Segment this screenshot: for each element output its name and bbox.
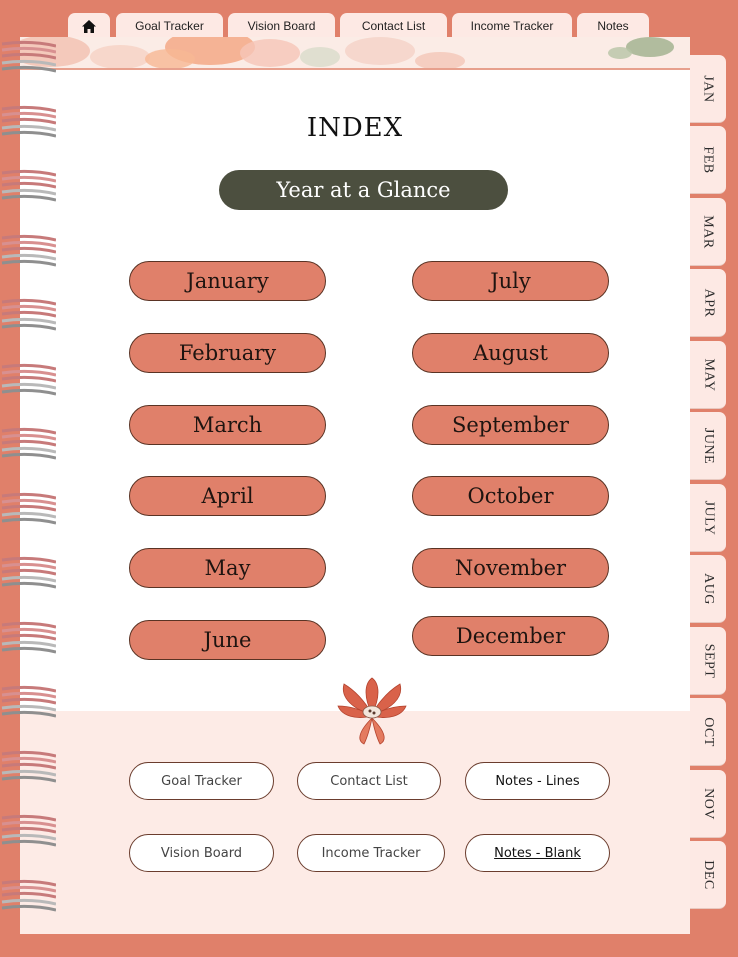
month-button-august[interactable]: August (412, 333, 609, 373)
spiral-ring (0, 361, 56, 403)
month-button-september[interactable]: September (412, 405, 609, 445)
spiral-ring (0, 619, 56, 661)
tab-contact-list[interactable]: Contact List (340, 13, 447, 39)
link-label: Income Tracker (321, 845, 421, 861)
tab-goal-tracker[interactable]: Goal Tracker (116, 13, 223, 39)
link-notes-blank[interactable] (465, 834, 610, 872)
side-tab-sept[interactable] (690, 627, 726, 695)
link-label: Notes - Blank (494, 845, 581, 861)
spiral-ring (0, 38, 56, 80)
month-button-january[interactable]: January (129, 261, 326, 301)
page-title: INDEX (306, 113, 404, 143)
link-income-tracker[interactable] (297, 834, 445, 872)
side-tab-label: FEB (701, 145, 716, 174)
month-button-october[interactable]: October (412, 476, 609, 516)
header-divider (20, 68, 690, 70)
spiral-ring (0, 748, 56, 790)
side-tab-aug[interactable] (690, 555, 726, 623)
side-tab-dec[interactable] (690, 841, 726, 909)
tab-vision-board[interactable]: Vision Board (228, 13, 335, 39)
spiral-ring (0, 877, 56, 919)
month-button-july[interactable]: July (412, 261, 609, 301)
month-button-december[interactable]: December (412, 616, 609, 656)
spiral-ring (0, 554, 56, 596)
side-tab-apr[interactable] (690, 269, 726, 337)
side-tab-label: APR (700, 288, 716, 317)
flower-decoration (334, 676, 410, 746)
month-button-may[interactable]: May (129, 548, 326, 588)
side-tab-nov[interactable] (690, 770, 726, 838)
link-contact-list[interactable] (297, 762, 441, 800)
link-label: Notes - Lines (495, 773, 580, 789)
link-label: Contact List (330, 773, 408, 789)
link-label: Vision Board (160, 845, 243, 861)
side-tab-label: NOV (701, 787, 716, 820)
side-tab-label: OCT (701, 716, 716, 747)
side-tab-label: JULY (700, 500, 716, 535)
side-tab-label: JUNE (701, 427, 717, 464)
year-at-a-glance-button[interactable]: Year at a Glance (219, 170, 508, 210)
home-tab[interactable] (68, 13, 110, 39)
spiral-binding (0, 38, 60, 928)
side-tab-label: AUG (701, 572, 716, 605)
side-tab-jan[interactable] (690, 55, 726, 123)
side-tab-oct[interactable] (690, 698, 726, 766)
side-tab-label: MAY (700, 358, 716, 391)
side-tab-label: JAN (700, 74, 716, 103)
link-vision-board[interactable] (129, 834, 274, 872)
month-button-march[interactable]: March (129, 405, 326, 445)
side-tab-mar[interactable] (690, 198, 726, 266)
month-button-february[interactable]: February (129, 333, 326, 373)
floral-header-decoration (20, 37, 690, 70)
spiral-ring (0, 812, 56, 854)
month-button-november[interactable]: November (412, 548, 609, 588)
link-label: Goal Tracker (161, 773, 242, 789)
spiral-ring (0, 167, 56, 209)
side-tab-may[interactable] (690, 341, 726, 409)
tab-income-tracker[interactable]: Income Tracker (452, 13, 572, 39)
spiral-ring (0, 425, 56, 467)
month-button-april[interactable]: April (129, 476, 326, 516)
spiral-ring (0, 296, 56, 338)
tab-notes[interactable]: Notes (577, 13, 649, 39)
side-tab-july[interactable] (690, 484, 726, 552)
side-tab-june[interactable] (690, 412, 726, 480)
spiral-ring (0, 232, 56, 274)
side-tab-label: SEPT (701, 643, 716, 678)
home-icon (82, 20, 96, 33)
spiral-ring (0, 683, 56, 725)
link-goal-tracker[interactable] (129, 762, 274, 800)
link-notes-lines[interactable] (465, 762, 610, 800)
month-button-june[interactable]: June (129, 620, 326, 660)
side-tab-feb[interactable] (690, 126, 726, 194)
side-tab-label: MAR (701, 214, 716, 249)
spiral-ring (0, 490, 56, 532)
side-tab-label: DEC (701, 859, 716, 890)
